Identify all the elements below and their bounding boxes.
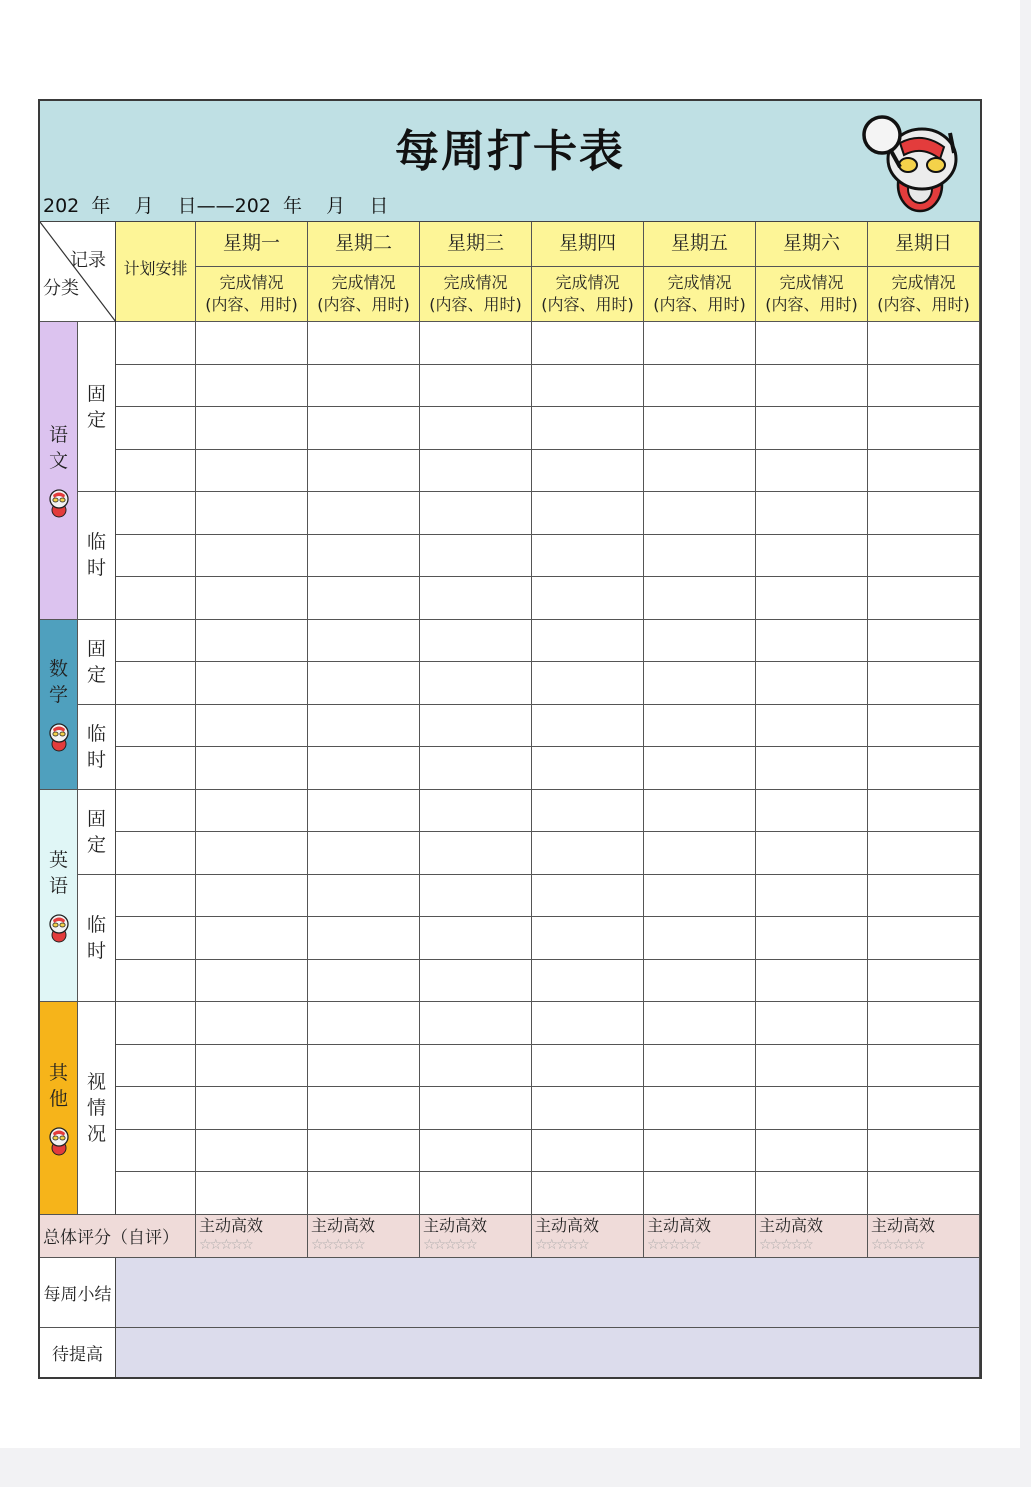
- rating-stars: ☆☆☆☆☆: [647, 1236, 700, 1253]
- subcategory-char: 定: [86, 408, 106, 431]
- rating-stars: ☆☆☆☆☆: [871, 1236, 924, 1253]
- completion-cell[interactable]: [756, 1002, 868, 1045]
- subcategory-3-1: [78, 790, 116, 875]
- rating-text: 主动高效: [647, 1215, 712, 1235]
- date-range: 202 年 月 日——202 年 月 日: [43, 195, 389, 217]
- completion-cell[interactable]: [868, 1087, 980, 1130]
- day-label: 星期三: [446, 232, 504, 254]
- completion-cell[interactable]: [644, 535, 756, 578]
- day-header-5: [644, 222, 756, 267]
- completion-cell[interactable]: [756, 1130, 868, 1173]
- completion-header-1: [196, 267, 308, 322]
- completion-label: 完成情况: [667, 273, 732, 292]
- completion-label: 完成情况: [891, 273, 956, 292]
- completion-cell[interactable]: [644, 747, 756, 790]
- completion-cell[interactable]: [644, 875, 756, 918]
- completion-cell[interactable]: [420, 322, 532, 365]
- completion-cell[interactable]: [196, 1045, 308, 1088]
- completion-cell[interactable]: [644, 1002, 756, 1045]
- completion-cell[interactable]: [644, 1087, 756, 1130]
- day-header-7: [868, 222, 980, 267]
- completion-cell[interactable]: [644, 407, 756, 450]
- improve-label-text: 待提高: [52, 1345, 103, 1366]
- completion-cell[interactable]: [420, 620, 532, 663]
- category-char: 他: [48, 1087, 68, 1110]
- completion-cell[interactable]: [532, 620, 644, 663]
- completion-cell[interactable]: [644, 705, 756, 748]
- completion-cell[interactable]: [644, 790, 756, 833]
- completion-cell[interactable]: [756, 322, 868, 365]
- sheet-header: [40, 101, 980, 222]
- completion-cell[interactable]: [196, 407, 308, 450]
- completion-cell[interactable]: [532, 747, 644, 790]
- day-label: 星期五: [670, 232, 728, 254]
- category-char: 学: [48, 684, 68, 706]
- corner-record-label: 记录: [70, 250, 106, 271]
- completion-cell[interactable]: [532, 577, 644, 620]
- day-label: 星期一: [222, 232, 280, 254]
- plan-cell[interactable]: [116, 492, 196, 535]
- completion-cell[interactable]: [420, 365, 532, 408]
- completion-cell[interactable]: [308, 705, 420, 748]
- rating-stars: ☆☆☆☆☆: [759, 1236, 812, 1253]
- category-char: 数: [48, 658, 68, 680]
- completion-cell[interactable]: [532, 662, 644, 705]
- ultraman-icon: [44, 488, 74, 518]
- category-2: [40, 620, 78, 790]
- subcategory-2-1: [78, 620, 116, 705]
- rating-text: 主动高效: [871, 1215, 936, 1235]
- completion-cell[interactable]: [420, 450, 532, 493]
- rating-stars: ☆☆☆☆☆: [423, 1236, 476, 1253]
- completion-cell[interactable]: [532, 960, 644, 1003]
- subcategory-char: 临: [86, 722, 106, 745]
- completion-label: 完成情况: [779, 273, 844, 292]
- completion-cell[interactable]: [756, 875, 868, 918]
- completion-cell[interactable]: [308, 577, 420, 620]
- plan-header: [116, 222, 196, 322]
- completion-detail: (内容、用时): [205, 295, 298, 314]
- completion-cell[interactable]: [756, 960, 868, 1003]
- rating-cell-6[interactable]: [756, 1215, 868, 1258]
- subcategory-char: 固: [86, 807, 106, 830]
- completion-cell[interactable]: [756, 1087, 868, 1130]
- completion-cell[interactable]: [196, 322, 308, 365]
- plan-cell[interactable]: [116, 705, 196, 748]
- completion-detail: (内容、用时): [541, 295, 634, 314]
- completion-cell[interactable]: [532, 322, 644, 365]
- completion-cell[interactable]: [532, 832, 644, 875]
- completion-cell[interactable]: [868, 1045, 980, 1088]
- completion-cell[interactable]: [308, 1002, 420, 1045]
- completion-cell[interactable]: [532, 790, 644, 833]
- completion-cell[interactable]: [644, 365, 756, 408]
- subcategory-4-1: [78, 1002, 116, 1215]
- completion-cell[interactable]: [196, 1002, 308, 1045]
- day-label: 星期六: [782, 232, 840, 254]
- to-improve-label: [40, 1328, 116, 1379]
- plan-cell[interactable]: [116, 322, 196, 365]
- completion-cell[interactable]: [868, 1002, 980, 1045]
- completion-cell[interactable]: [868, 917, 980, 960]
- category-char: 英: [48, 849, 68, 872]
- plan-cell[interactable]: [116, 577, 196, 620]
- completion-cell[interactable]: [644, 450, 756, 493]
- completion-cell[interactable]: [420, 662, 532, 705]
- completion-cell[interactable]: [420, 1045, 532, 1088]
- plan-cell[interactable]: [116, 790, 196, 833]
- plan-cell[interactable]: [116, 1087, 196, 1130]
- completion-cell[interactable]: [868, 1172, 980, 1215]
- completion-cell[interactable]: [308, 875, 420, 918]
- completion-cell[interactable]: [532, 407, 644, 450]
- subcategory-char: 视: [86, 1070, 106, 1093]
- completion-cell[interactable]: [308, 492, 420, 535]
- completion-detail: (内容、用时): [317, 295, 410, 314]
- completion-cell[interactable]: [196, 662, 308, 705]
- completion-cell[interactable]: [420, 917, 532, 960]
- completion-cell[interactable]: [532, 705, 644, 748]
- subcategory-char: 定: [86, 663, 106, 686]
- completion-cell[interactable]: [756, 790, 868, 833]
- completion-cell[interactable]: [308, 1172, 420, 1215]
- completion-cell[interactable]: [420, 1172, 532, 1215]
- completion-cell[interactable]: [420, 705, 532, 748]
- rating-text: 主动高效: [311, 1215, 376, 1235]
- rating-cell-7[interactable]: [868, 1215, 980, 1258]
- rating-stars: ☆☆☆☆☆: [199, 1236, 252, 1253]
- completion-cell[interactable]: [868, 322, 980, 365]
- completion-detail: (内容、用时): [653, 295, 746, 314]
- rating-text: 主动高效: [535, 1215, 600, 1235]
- completion-cell[interactable]: [308, 1130, 420, 1173]
- completion-cell[interactable]: [420, 960, 532, 1003]
- completion-cell[interactable]: [756, 492, 868, 535]
- completion-header-2: [308, 267, 420, 322]
- completion-header-4: [532, 267, 644, 322]
- completion-cell[interactable]: [308, 960, 420, 1003]
- completion-cell[interactable]: [196, 960, 308, 1003]
- completion-cell[interactable]: [308, 832, 420, 875]
- day-label: 星期二: [334, 232, 392, 254]
- completion-cell[interactable]: [308, 790, 420, 833]
- corner-category-label: 分类: [43, 278, 79, 299]
- to-improve-field[interactable]: [116, 1328, 980, 1379]
- completion-cell[interactable]: [756, 577, 868, 620]
- completion-cell[interactable]: [308, 407, 420, 450]
- rating-text: 主动高效: [199, 1215, 264, 1235]
- rating-text: 主动高效: [759, 1215, 824, 1235]
- plan-cell[interactable]: [116, 1002, 196, 1045]
- completion-cell[interactable]: [420, 1087, 532, 1130]
- subcategory-2-2: [78, 705, 116, 790]
- completion-cell[interactable]: [196, 365, 308, 408]
- subcategory-char: 时: [86, 939, 106, 962]
- subcategory-char: 时: [86, 557, 106, 580]
- category-1: [40, 322, 78, 620]
- completion-cell[interactable]: [308, 620, 420, 663]
- completion-cell[interactable]: [532, 535, 644, 578]
- completion-cell[interactable]: [308, 1087, 420, 1130]
- completion-cell[interactable]: [420, 407, 532, 450]
- plan-cell[interactable]: [116, 662, 196, 705]
- completion-cell[interactable]: [196, 1087, 308, 1130]
- completion-cell[interactable]: [196, 747, 308, 790]
- completion-cell[interactable]: [868, 620, 980, 663]
- category-char: 语: [48, 424, 68, 447]
- completion-cell[interactable]: [420, 1130, 532, 1173]
- completion-detail: (内容、用时): [429, 295, 522, 314]
- day-label: 星期四: [558, 232, 616, 254]
- plan-cell[interactable]: [116, 960, 196, 1003]
- completion-cell[interactable]: [532, 1045, 644, 1088]
- completion-cell[interactable]: [756, 450, 868, 493]
- completion-cell[interactable]: [196, 450, 308, 493]
- plan-cell[interactable]: [116, 1172, 196, 1215]
- completion-cell[interactable]: [420, 492, 532, 535]
- corner-cell: [40, 222, 116, 322]
- completion-cell[interactable]: [308, 1045, 420, 1088]
- rating-cell-4[interactable]: [532, 1215, 644, 1258]
- ultraman-icon: [44, 1126, 74, 1156]
- day-header-6: [756, 222, 868, 267]
- ultraman-mascot-icon: [860, 113, 962, 217]
- ultraman-icon: [44, 913, 74, 943]
- completion-cell[interactable]: [868, 705, 980, 748]
- completion-cell[interactable]: [868, 577, 980, 620]
- day-header-4: [532, 222, 644, 267]
- completion-cell[interactable]: [308, 917, 420, 960]
- completion-cell[interactable]: [644, 960, 756, 1003]
- weekly-checkin-sheet: [38, 99, 982, 1379]
- completion-cell[interactable]: [308, 662, 420, 705]
- weekly-summary-field[interactable]: [116, 1258, 980, 1328]
- completion-cell[interactable]: [532, 917, 644, 960]
- plan-cell[interactable]: [116, 365, 196, 408]
- summary-label-text: 每周小结: [43, 1284, 112, 1305]
- completion-cell[interactable]: [308, 322, 420, 365]
- completion-cell[interactable]: [420, 535, 532, 578]
- overall-rating-label: [40, 1215, 196, 1258]
- completion-cell[interactable]: [756, 1045, 868, 1088]
- completion-cell[interactable]: [420, 747, 532, 790]
- completion-cell[interactable]: [868, 365, 980, 408]
- completion-cell[interactable]: [196, 875, 308, 918]
- completion-cell[interactable]: [644, 492, 756, 535]
- subcategory-char: 临: [86, 531, 106, 554]
- completion-cell[interactable]: [196, 492, 308, 535]
- completion-cell[interactable]: [308, 535, 420, 578]
- completion-cell[interactable]: [532, 450, 644, 493]
- category-char: 语: [48, 875, 68, 898]
- completion-cell[interactable]: [196, 917, 308, 960]
- category-char: 文: [48, 450, 68, 473]
- completion-cell[interactable]: [420, 790, 532, 833]
- plan-cell[interactable]: [116, 832, 196, 875]
- completion-cell[interactable]: [532, 1172, 644, 1215]
- completion-cell[interactable]: [308, 747, 420, 790]
- rating-cell-3[interactable]: [420, 1215, 532, 1258]
- completion-header-5: [644, 267, 756, 322]
- completion-cell[interactable]: [868, 1130, 980, 1173]
- completion-cell[interactable]: [308, 365, 420, 408]
- completion-cell[interactable]: [644, 662, 756, 705]
- completion-label: 完成情况: [555, 273, 620, 292]
- day-header-1: [196, 222, 308, 267]
- subcategory-char: 固: [86, 637, 106, 660]
- subcategory-char: 定: [86, 833, 106, 856]
- day-header-3: [420, 222, 532, 267]
- weekly-summary-label: [40, 1258, 116, 1328]
- completion-cell[interactable]: [644, 1130, 756, 1173]
- completion-cell[interactable]: [420, 875, 532, 918]
- completion-cell[interactable]: [532, 1002, 644, 1045]
- completion-cell[interactable]: [868, 450, 980, 493]
- completion-cell[interactable]: [532, 365, 644, 408]
- completion-header-7: [868, 267, 980, 322]
- rating-stars: ☆☆☆☆☆: [311, 1236, 364, 1253]
- completion-cell[interactable]: [756, 620, 868, 663]
- category-4: [40, 1002, 78, 1215]
- ultraman-icon: [44, 722, 74, 752]
- completion-cell[interactable]: [756, 1172, 868, 1215]
- completion-cell[interactable]: [756, 705, 868, 748]
- rating-cell-1[interactable]: [196, 1215, 308, 1258]
- completion-label: 完成情况: [443, 273, 508, 292]
- completion-label: 完成情况: [219, 273, 284, 292]
- subcategory-char: 情: [86, 1096, 106, 1119]
- rating-stars: ☆☆☆☆☆: [535, 1236, 588, 1253]
- subcategory-1-1: [78, 322, 116, 492]
- completion-cell[interactable]: [868, 832, 980, 875]
- plan-cell[interactable]: [116, 1045, 196, 1088]
- plan-cell[interactable]: [116, 407, 196, 450]
- plan-cell[interactable]: [116, 875, 196, 918]
- completion-cell[interactable]: [420, 832, 532, 875]
- completion-cell[interactable]: [532, 492, 644, 535]
- completion-cell[interactable]: [644, 620, 756, 663]
- rating-label-text: 总体评分（自评）: [43, 1228, 179, 1248]
- completion-cell[interactable]: [644, 577, 756, 620]
- category-char: 其: [48, 1061, 68, 1084]
- completion-cell[interactable]: [532, 875, 644, 918]
- completion-cell[interactable]: [196, 705, 308, 748]
- day-header-2: [308, 222, 420, 267]
- completion-detail: (内容、用时): [765, 295, 858, 314]
- completion-cell[interactable]: [196, 577, 308, 620]
- completion-cell[interactable]: [644, 832, 756, 875]
- completion-cell[interactable]: [756, 407, 868, 450]
- completion-cell[interactable]: [868, 790, 980, 833]
- completion-cell[interactable]: [756, 917, 868, 960]
- completion-cell[interactable]: [756, 535, 868, 578]
- completion-cell[interactable]: [644, 1172, 756, 1215]
- completion-cell[interactable]: [644, 322, 756, 365]
- completion-cell[interactable]: [756, 747, 868, 790]
- completion-cell[interactable]: [532, 1087, 644, 1130]
- category-3: [40, 790, 78, 1003]
- plan-cell[interactable]: [116, 620, 196, 663]
- completion-label: 完成情况: [331, 273, 396, 292]
- completion-header-6: [756, 267, 868, 322]
- completion-header-3: [420, 267, 532, 322]
- completion-cell[interactable]: [420, 577, 532, 620]
- completion-cell[interactable]: [532, 1130, 644, 1173]
- completion-cell[interactable]: [868, 492, 980, 535]
- completion-cell[interactable]: [868, 875, 980, 918]
- completion-cell[interactable]: [196, 620, 308, 663]
- completion-cell[interactable]: [868, 747, 980, 790]
- subcategory-char: 固: [86, 382, 106, 405]
- completion-cell[interactable]: [868, 662, 980, 705]
- completion-cell[interactable]: [756, 365, 868, 408]
- completion-cell[interactable]: [196, 1130, 308, 1173]
- completion-cell[interactable]: [868, 407, 980, 450]
- completion-cell[interactable]: [196, 1172, 308, 1215]
- completion-cell[interactable]: [196, 535, 308, 578]
- completion-cell[interactable]: [196, 790, 308, 833]
- subcategory-1-2: [78, 492, 116, 620]
- completion-cell[interactable]: [420, 1002, 532, 1045]
- diagonal-line: [40, 222, 116, 322]
- day-label: 星期日: [894, 232, 952, 254]
- plan-cell[interactable]: [116, 450, 196, 493]
- rating-text: 主动高效: [423, 1215, 488, 1235]
- plan-cell[interactable]: [116, 917, 196, 960]
- completion-cell[interactable]: [308, 450, 420, 493]
- completion-cell[interactable]: [868, 960, 980, 1003]
- completion-cell[interactable]: [196, 832, 308, 875]
- rating-cell-2[interactable]: [308, 1215, 420, 1258]
- plan-cell[interactable]: [116, 535, 196, 578]
- completion-detail: (内容、用时): [877, 295, 970, 314]
- plan-cell[interactable]: [116, 747, 196, 790]
- completion-cell[interactable]: [644, 1045, 756, 1088]
- completion-cell[interactable]: [756, 662, 868, 705]
- completion-cell[interactable]: [644, 917, 756, 960]
- subcategory-3-2: [78, 875, 116, 1003]
- subcategory-char: 时: [86, 748, 106, 771]
- plan-header-label: 计划安排: [123, 259, 188, 278]
- subcategory-char: 况: [86, 1122, 106, 1145]
- completion-cell[interactable]: [868, 535, 980, 578]
- completion-cell[interactable]: [756, 832, 868, 875]
- rating-cell-5[interactable]: [644, 1215, 756, 1258]
- subcategory-char: 临: [86, 913, 106, 936]
- plan-cell[interactable]: [116, 1130, 196, 1173]
- page-title: 每周打卡表: [395, 126, 625, 177]
